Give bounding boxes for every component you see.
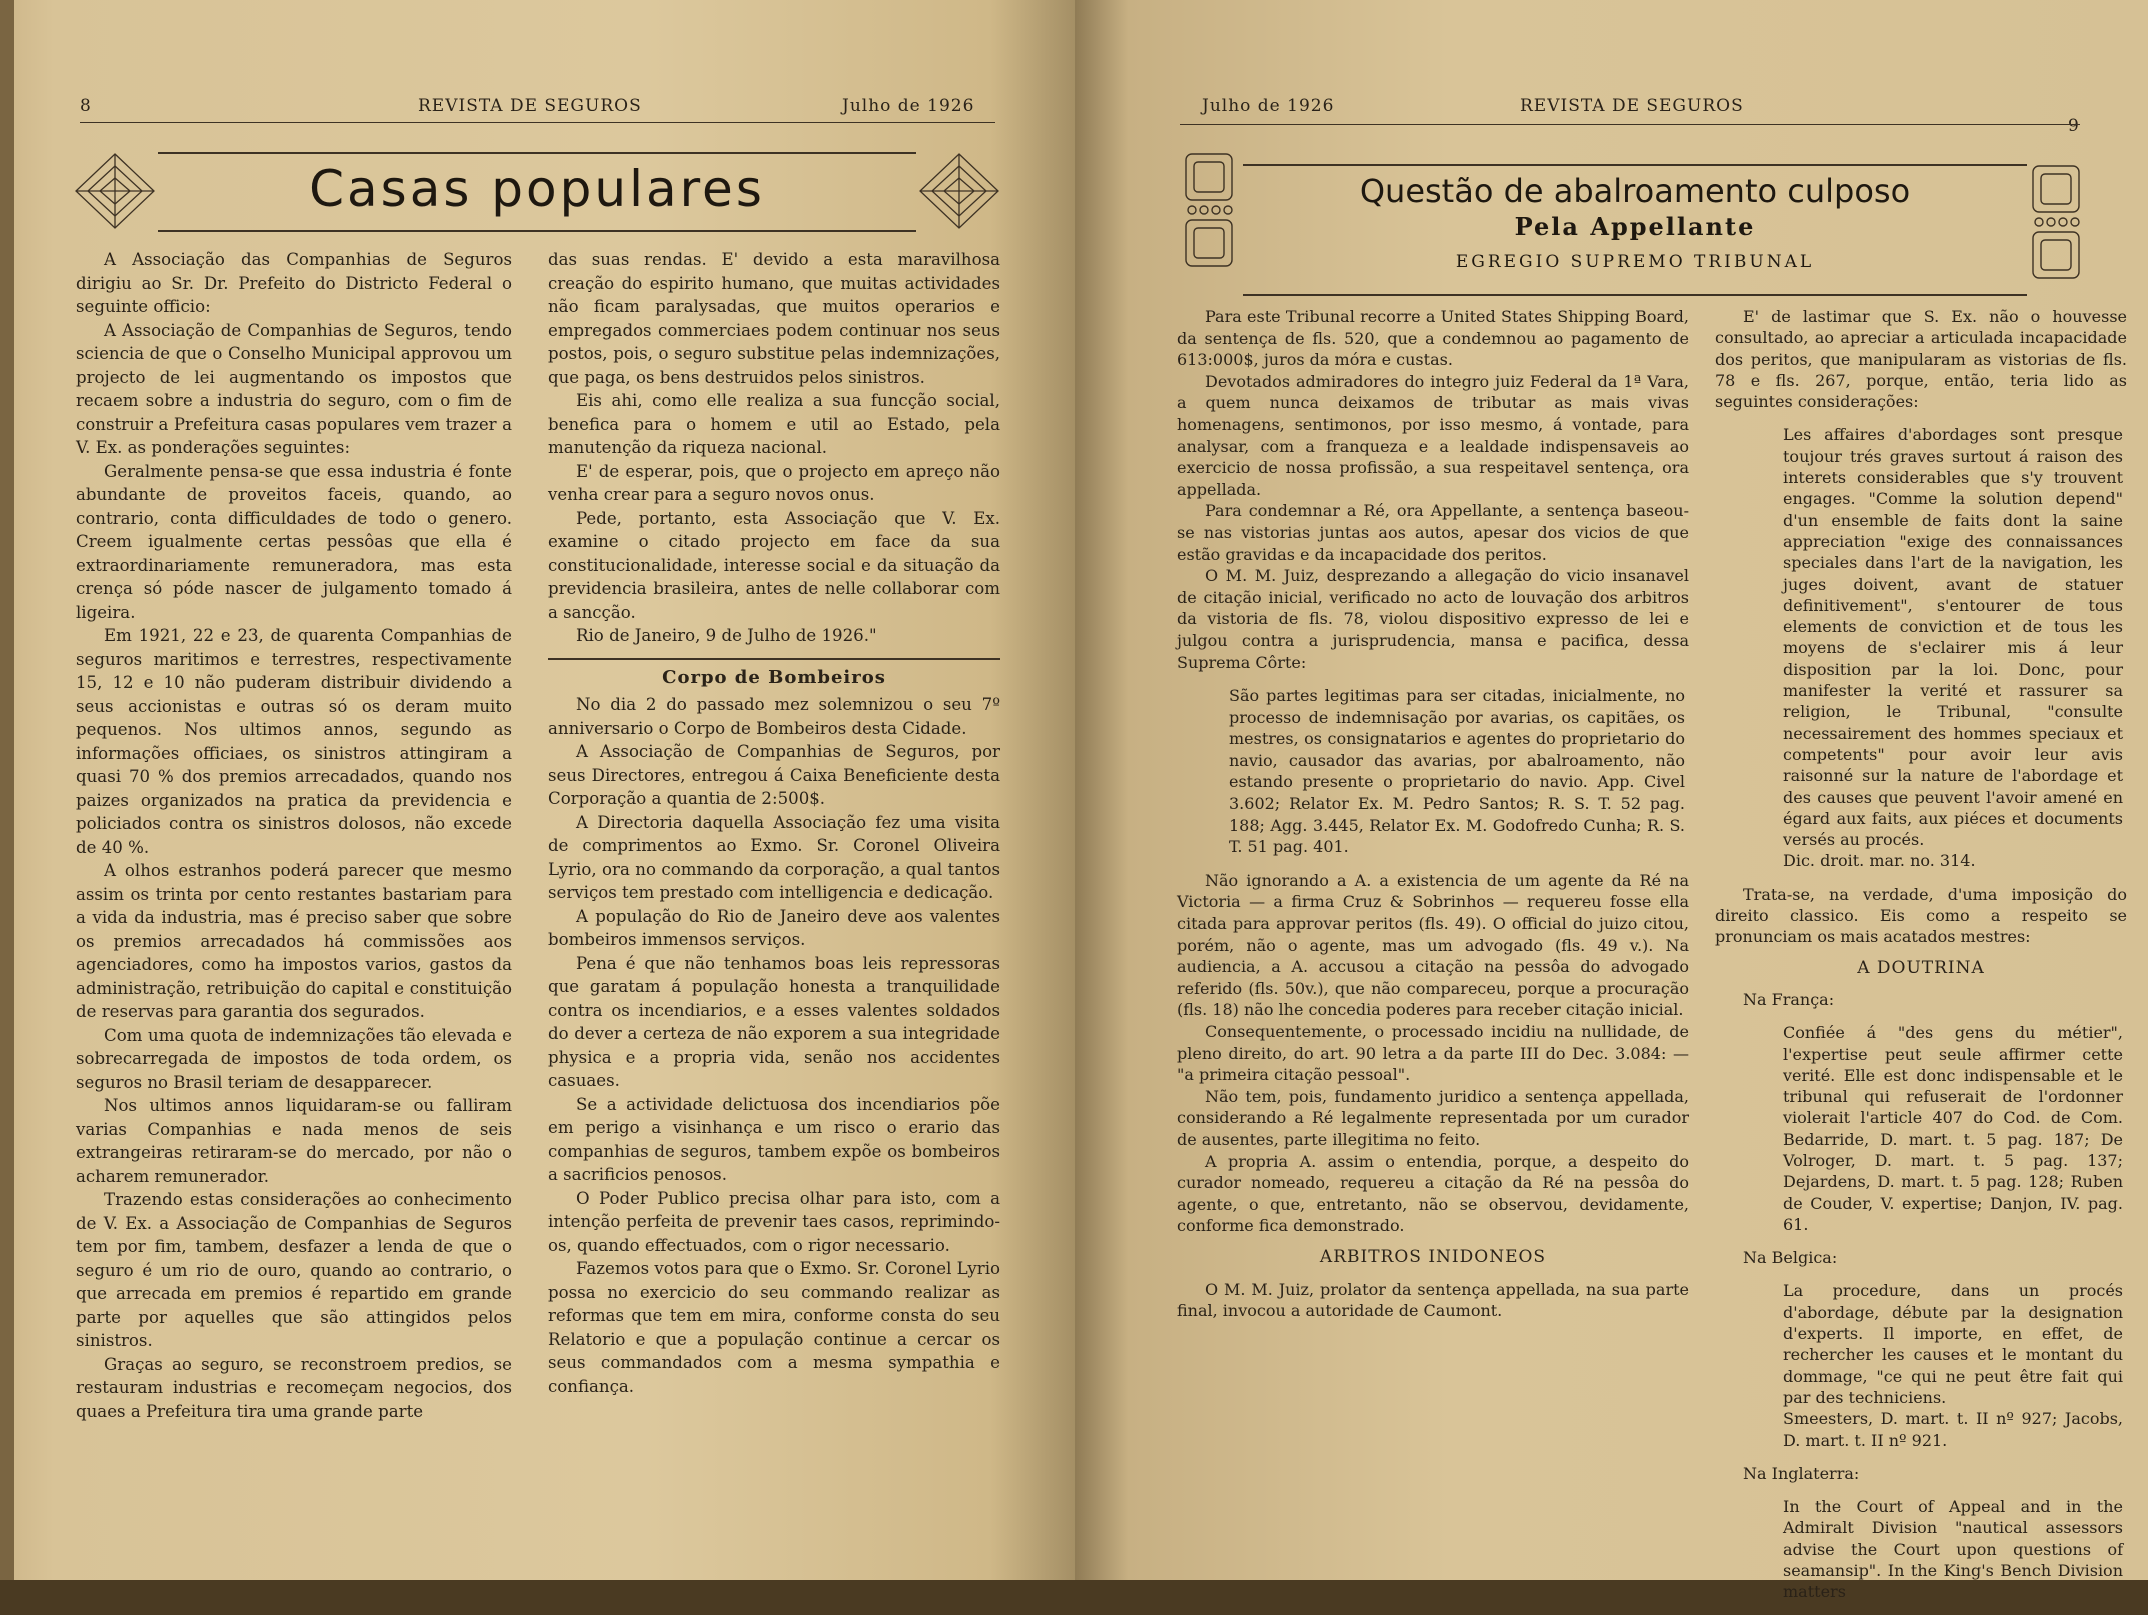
paragraph: Não tem, pois, fundamento juridico a sentença appellada, considerando a Ré legalmente representada por um curador de ausentes, parte illegitima no feito. — [1177, 1086, 1689, 1149]
paragraph: Consequentemente, o processado incidiu na nullidade, de pleno direito, do art. 90 letra a da parte III do Dec. 3.084: — "a primeira citação pessoal". — [1177, 1022, 1689, 1085]
right-date: Julho de 1926 — [1202, 96, 1335, 116]
block-quote — [1715, 424, 2127, 871]
article-title: Questão de abalroamento culposo — [1359, 172, 1911, 210]
block-quote — [1177, 685, 1689, 858]
paragraph: O M. M. Juiz, desprezando a allegação do vicio insanavel de citação inicial, verificado no acto de louvação dos arbitros da vistoria de fls. 78, violou dispositivo expresso de lei e julgou contra a jurisprudencia, mansa e pacifica, dessa Suprema Côrte: — [1177, 566, 1689, 672]
paragraph: E' de esperar, pois, que o projecto em apreço não venha crear para a seguro novos onus. — [548, 461, 1000, 504]
right-journal-name: REVISTA DE SEGUROS — [1520, 96, 1744, 116]
country-label: Na Belgica: — [1743, 1248, 1838, 1268]
block-quote — [1715, 1496, 2127, 1602]
paragraph: E' de lastimar que S. Ex. não o houvesse consultado, ao apreciar a articulada incapacidade dos peritos, que manipularam as vistorias de fls. 78 e fls. 267, porque, então, teria lido as seguintes considerações: — [1715, 307, 2127, 412]
left-ornament-icon — [72, 150, 158, 236]
left-date: Julho de 1926 — [842, 96, 975, 116]
paragraph: Em 1921, 22 e 23, de quarenta Companhias de seguros maritimos e terrestres, respectivamente 15, 12 e 10 não puderam distribuir dividendo a seus accionistas e outras só os deram muito pequenos. Nos ultimos annos, segundo as informações officiaes, os sinistros attingiram a quasi 70 % dos premios arrecadados, quando nos paizes organizados na pratica da previdencia e policiados contra os sinistros dolosos, não excede de 40 %. — [76, 626, 512, 857]
left-column-2 — [548, 248, 1000, 1398]
quote-text: Les affaires d'abordages sont presque toujour trés graves surtout á raison des interets considerables que s'y trouvent engages. "Comme la solution depend" d'un ensemble de faits dont la saine appreciation "exige des connaissances speciales dans l'art de la navigation, les juges doivent, avant de statuer definitivement", s'entourer de tous elements de conviction et de tous les moyens de s'eclairer mis á leur disposition par la loi. Donc, pour manifester la verité et rassurer sa religion, le Tribunal, "consulte necessairement des hommes speciaux et competents" pour avoir leur avis raisonné sur la nature de l'abordage et des causes que peuvent l'avoir amené en égard aux faits, aux piéces et documents versés au procés. — [1783, 425, 2123, 850]
quote-reference: Smeesters, D. mart. t. II nº 927; Jacobs, D. mart. t. II nº 921. — [1783, 1409, 2123, 1450]
right-ornament-icon — [2027, 160, 2087, 292]
right-ornament-icon — [916, 150, 1002, 236]
paragraph: A Associação de Companhias de Seguros, por seus Directores, entregou á Caixa Beneficiente desta Corporação a quantia de 2:500$. — [548, 742, 1000, 808]
section-heading: Corpo de Bombeiros — [662, 666, 886, 688]
paragraph: Rio de Janeiro, 9 de Julho de 1926." — [576, 626, 877, 645]
paragraph: Para condemnar a Ré, ora Appellante, a sentença baseou-se nas vistorias juntas aos autos, apesar dos vicios de que estão gravidas e da incapacidade dos peritos. — [1177, 501, 1689, 564]
country-label: Na Inglaterra: — [1743, 1463, 1860, 1483]
right-page — [1075, 0, 2148, 1602]
section-heading: A DOUTRINA — [1857, 957, 1985, 978]
paragraph: Fazemos votos para que o Exmo. Sr. Coronel Lyrio possa no exercicio do seu commando realizar as reformas que tem em mira, conforme consta do seu Relatorio e que a população continue a cercar os seus commandados com a mesma sympathia e confiança. — [548, 1259, 1000, 1396]
paragraph: No dia 2 do passado mez solemnizou o seu 7º anniversario o Corpo de Bombeiros desta Cidade. — [548, 695, 1000, 738]
paragraph: A Directoria daquella Associação fez uma visita de comprimentos ao Exmo. Sr. Coronel Oliveira Lyrio, ora no commando da corporação, a qual tantos serviços tem prestado com intelligencia e dedicação. — [548, 812, 1000, 902]
paragraph: Graças ao seguro, se reconstroem predios, se restauram industrias e recomeçam negocios, dos quaes a Prefeitura tira uma grande parte — [76, 1354, 512, 1421]
paragraph: Devotados admiradores do integro juiz Federal da 1ª Vara, a quem nunca deixamos de tributar as mais vivas homenagens, sentimonos, por isso mesmo, á vontade, para analysar, com a franqueza e a lealdade indispensaveis ao exercicio de nossa profissão, a sua respeitavel sentença, ora appellada. — [1177, 371, 1689, 499]
left-page-number: 8 — [80, 96, 92, 116]
paragraph: O Poder Publico precisa olhar para isto, com a intenção perfeita de prevenir taes casos, reprimindo-os, quando effectuados, com o rigor necessario. — [548, 1188, 1000, 1255]
paragraph: Trazendo estas considerações ao conhecimento de V. Ex. a Associação de Companhias de Seguros tem por fim, tambem, desfazer a lenda de que o seguro é um rio de ouro, quando ao contrario, o que arrecada em premios é repartido em grande parte por aquelles que são attingidos pelos sinistros. — [76, 1190, 512, 1350]
section-heading: ARBITROS INIDONEOS — [1319, 1246, 1547, 1267]
paragraph: Trata-se, na verdade, d'uma imposição do direito classico. Eis como a respeito se pronunciam os mais acatados mestres: — [1715, 884, 2127, 947]
paragraph: Para este Tribunal recorre a United States Shipping Board, da sentença de fls. 520, que a condemnou ao pagamento de 613:000$, juros da móra e custas. — [1177, 307, 1689, 370]
paragraph: A população do Rio de Janeiro deve aos valentes bombeiros immensos serviços. — [548, 906, 1000, 949]
paragraph: Com uma quota de indemnizações tão elevada e sobrecarregada de impostos de toda ordem, os seguros no Brasil teriam de desapparecer. — [76, 1025, 512, 1092]
left-ornament-icon — [1180, 148, 1240, 280]
block-quote — [1715, 1280, 2127, 1450]
paragraph: Se a actividade delictuosa dos incendiarios põe em perigo a visinhança e um risco o erario das companhias de seguros, tambem expõe os bombeiros a sacrificios penosos. — [548, 1094, 1000, 1184]
paragraph: O M. M. Juiz, prolator da sentença appellada, na sua parte final, invocou a autoridade de Caumont. — [1177, 1279, 1689, 1321]
court-heading: EGREGIO SUPREMO TRIBUNAL — [1455, 252, 1815, 272]
right-header-rule — [1180, 124, 2080, 125]
paragraph: das suas rendas. E' devido a esta maravilhosa creação do espirito humano, que muitas actividades não ficam paralysadas, que muitos operarios e empregados commerciaes podem continuar nos seus postos, pois, o seguro substitue pelas indemnizações, que paga, os bens destruidos pelos sinistros. — [548, 250, 1000, 387]
paragraph: A propria A. assim o entendia, porque, a despeito do curador nomeado, requereu a citação da Ré na pessôa do agente, o que, entretanto, não se observou, devidamente, conforme fica demonstrado. — [1177, 1151, 1689, 1236]
adjacent-page-edge — [0, 0, 14, 1580]
quote-text: São partes legitimas para ser citadas, inicialmente, no processo de indemnisação por avarias, os capitães, os mestres, os consignatarios e agentes do proprietario do navio, causador das avarias, por abalroamento, não estando presente o proprietario do navio. App. Civel 3.602; Relator Ex. M. Pedro Santos; R. S. T. 52 pag. 188; Agg. 3.445, Relator Ex. M. Godofredo Cunha; R. S. T. 51 pag. 401. — [1229, 686, 1685, 857]
quote-reference: Dic. droit. mar. no. 314. — [1783, 851, 1976, 871]
paragraph: A Associação de Companhias de Seguros, tendo sciencia de que o Conselho Municipal approvou um projecto de lei augmentando os impostos que recaem sobre a industria do seguro, com o fim de construir a Prefeitura casas populares vem trazer a V. Ex. as ponderações seguintes: — [76, 320, 512, 457]
paragraph: Não ignorando a A. a existencia de um agente da Ré na Victoria — a firma Cruz & Sobrinhos — requereu fosse ella citada para approvar peritos (fls. 49). O official do juizo citou, porém, não o agente, mas um advogado (fls. 49 v.). Na audiencia, a A. accusou a citação na pessôa do advogado referido (fls. 50v.), que não compareceu, porque a procuração (fls. 18) não lhe concedia poderes para receber citação inicial. — [1177, 870, 1689, 1020]
right-column-2 — [1715, 306, 2127, 1615]
paragraph: Pena é que não tenhamos boas leis repressoras que garatam á população honesta a tranquilidade contra os incendiarios, e a esses valentes soldados do dever a certeza de não exporem a sua integridade physica e a propria vida, senão nos accidentes casuaes. — [548, 953, 1000, 1090]
quote-text: In the Court of Appeal and in the Admiralt Division "nautical assessors advise the Court upon questions of seamansip". In the King's Bench Division matters — [1783, 1497, 2123, 1602]
right-page-number: 9 — [2068, 116, 2080, 136]
section-divider — [548, 658, 1000, 660]
paragraph: A olhos estranhos poderá parecer que mesmo assim os trinta por cento restantes bastariam para a vida da industria, mas é preciso saber que sobre os premios arrecadados há commissões aos agenciadores, como ha impostos varios, gastos da administração, retribuição do capital e constituição de reservas para garantia dos segurados. — [76, 861, 512, 1021]
quote-text: La procedure, dans un procés d'abordage, débute par la designation d'experts. Il importe, en effet, de rechercher les causes et le montant du dommage, "ce qui ne peut être fait qui par des techniciens. — [1783, 1281, 2123, 1407]
country-label: Na França: — [1743, 989, 1835, 1009]
right-column-1 — [1177, 306, 1689, 1322]
left-column-1 — [76, 248, 512, 1423]
paragraph: A Associação das Companhias de Seguros dirigiu ao Sr. Dr. Prefeito do Districto Federal o seguinte officio: — [76, 250, 512, 316]
quote-text: Confiée á "des gens du métier", l'expertise peut seule affirmer cette verité. Elle est donc indispensable et le tribunal qui refuserait de l'ordonner violerait l'article 407 do Cod. de Com. Bedarride, D. mart. t. 5 pag. 187; De Volroger, D. mart. t. 5 pag. 137; Dejardens, D. mart. t. 5 pag. 128; Ruben de Couder, V. expertise; Danjon, IV. pag. 61. — [1783, 1023, 2123, 1234]
block-quote — [1715, 1022, 2127, 1235]
paragraph: Nos ultimos annos liquidaram-se ou falliram varias Companhias e nada menos de seis extrangeiras retiraram-se do mercado, por não o acharem remunerador. — [76, 1096, 512, 1186]
paragraph: Geralmente pensa-se que essa industria é fonte abundante de proveitos faceis, quando, ao contrario, conta difficuldades de todo o genero. Creem igualmente certas pessôas que ella é extraordinariamente remuneradora, mas esta crença só póde nascer de julgamento tomado á ligeira. — [76, 461, 512, 622]
article-subtitle: Pela Appellante — [1514, 212, 1756, 241]
left-page — [0, 0, 1075, 1580]
paragraph: Pede, portanto, esta Associação que V. Ex. examine o citado projecto em face da sua constitucionalidade, interesse social e da situação da previdencia brasileira, antes de nelle collaborar com a sancção. — [548, 508, 1000, 622]
paragraph: Eis ahi, como elle realiza a sua funcção social, benefica para o homem e util ao Estado, pela manutenção da riqueza nacional. — [548, 391, 1000, 457]
left-journal-name: REVISTA DE SEGUROS — [418, 96, 642, 116]
article-title: Casas populares — [309, 160, 765, 218]
left-header-rule — [80, 122, 995, 123]
